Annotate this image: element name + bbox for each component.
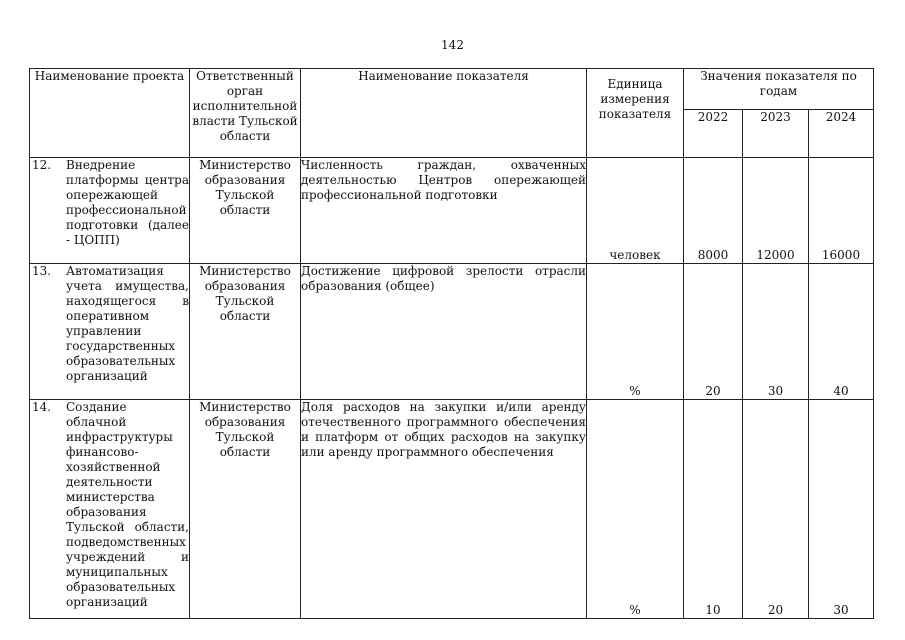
value-2024: 30 (809, 400, 874, 619)
value-2023: 30 (743, 264, 809, 400)
value-2022: 8000 (684, 158, 743, 264)
indicator-cell: Доля расходов на закупки и/или аренду отечественного программного обеспечения и платформ от общих расходов на закупку или аренду программного обеспечения (301, 400, 587, 619)
header-values-group-label: Значения показателя по годам (700, 69, 857, 98)
row-number: 13. (32, 264, 52, 278)
table-row (30, 158, 874, 264)
indicator-cell: Достижение цифровой зрелости отрасли образования (общее) (301, 264, 587, 400)
value-2024: 16000 (809, 158, 874, 264)
project-name: Создание облачной инфраструктуры финансово-хозяйственной деятельности министерства образования Тульской области, подведомственных учреждений и муниципальных образовательных организаций (66, 400, 189, 609)
responsible-cell: Министерство образования Тульской области (190, 400, 301, 619)
unit-cell: человек (587, 158, 684, 264)
project-name: Внедрение платформы центра опережающей профессиональной подготовки (далее - ЦОПП) (66, 158, 189, 247)
project-cell (30, 264, 190, 400)
value-2022: 10 (684, 400, 743, 619)
header-project-label: Наименование проекта (34, 69, 185, 83)
responsible-cell: Министерство образования Тульской области (190, 264, 301, 400)
responsible-cell: Министерство образования Тульской области (190, 158, 301, 264)
table-row (30, 264, 874, 400)
table-row (30, 400, 874, 619)
page-number: 142 (441, 38, 464, 52)
header-project (30, 69, 190, 158)
indicators-table (29, 68, 874, 619)
header-unit (587, 69, 684, 158)
header-indicator-label: Наименование показателя (358, 69, 529, 83)
value-2022: 20 (684, 264, 743, 400)
row-number: 14. (32, 400, 52, 414)
unit-cell: % (587, 400, 684, 619)
header-unit-label: Единица измерения показателя (598, 77, 672, 121)
header-year-2023: 2023 (743, 110, 809, 158)
project-cell (30, 400, 190, 619)
header-responsible-label: Ответственный орган исполнительной власти Тульской области (192, 69, 298, 143)
header-indicator (301, 69, 587, 158)
header-year-2022: 2022 (684, 110, 743, 158)
unit-cell: % (587, 264, 684, 400)
header-values-group (684, 69, 874, 110)
value-2024: 40 (809, 264, 874, 400)
header-year-2024: 2024 (809, 110, 874, 158)
row-number: 12. (32, 158, 52, 172)
project-name: Автоматизация учета имущества, находящегося в оперативном управлении государственных образовательных организаций (66, 264, 189, 383)
value-2023: 12000 (743, 158, 809, 264)
project-cell (30, 158, 190, 264)
value-2023: 20 (743, 400, 809, 619)
header-responsible (190, 69, 301, 158)
indicator-cell: Численность граждан, охваченных деятельностью Центров опережающей профессиональной подготовки (301, 158, 587, 264)
